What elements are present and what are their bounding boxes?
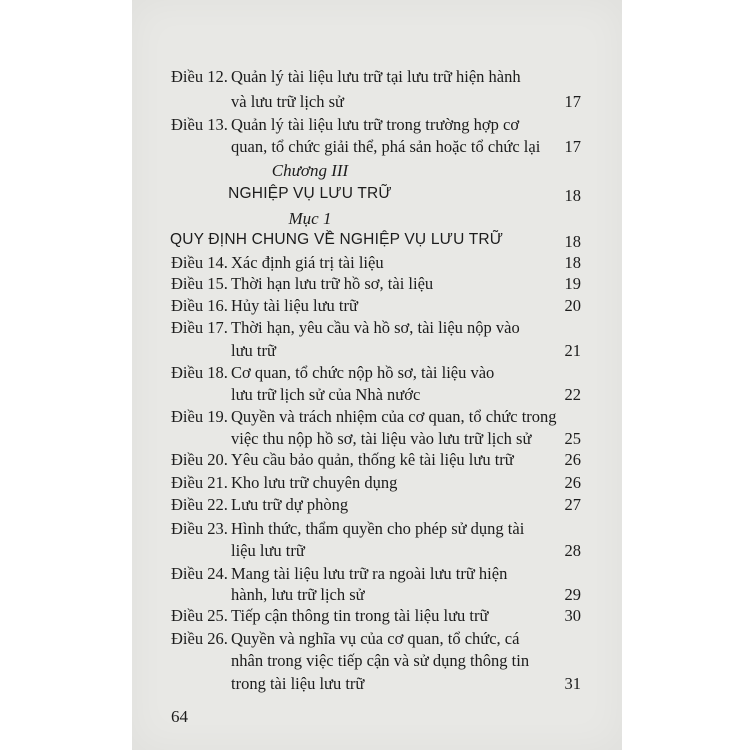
left-margin	[0, 0, 132, 750]
entry-title-continued: việc thu nộp hồ sơ, tài liệu vào lưu trữ lịch sử	[231, 429, 532, 448]
entry-label: Điều 18.	[171, 363, 228, 382]
toc-entry-dieu-26-cont2	[171, 673, 581, 695]
entry-title: Quyền và nghĩa vụ của cơ quan, tổ chức, cá	[231, 629, 520, 648]
toc-entry-dieu-18	[171, 362, 581, 384]
entry-title: Quản lý tài liệu lưu trữ trong trường hợp cơ	[231, 115, 520, 134]
entry-label: Điều 14.	[171, 253, 228, 272]
entry-title-continued: quan, tổ chức giải thể, phá sản hoặc tổ chức lại	[231, 137, 541, 156]
entry-title-continued: và lưu trữ lịch sử	[231, 92, 344, 111]
entry-label: Điều 15.	[171, 274, 228, 293]
entry-title: Xác định giá trị tài liệu	[231, 253, 384, 272]
entry-page: 31	[564, 674, 581, 693]
entry-page: 17	[564, 92, 581, 111]
entry-title: Thời hạn lưu trữ hồ sơ, tài liệu	[231, 274, 434, 293]
toc-entry-dieu-15	[171, 273, 581, 295]
toc-entry-dieu-17-cont	[171, 340, 581, 362]
entry-page: 19	[564, 274, 581, 293]
entry-title-continued: nhân trong việc tiếp cận và sử dụng thông tin	[231, 651, 530, 670]
entry-page: 26	[564, 450, 581, 469]
entry-title: Quyền và trách nhiệm của cơ quan, tổ chức trong	[231, 407, 557, 426]
page-number: 64	[171, 707, 188, 726]
toc-entry-dieu-22	[171, 494, 581, 516]
entry-label: Điều 19.	[171, 407, 228, 426]
entry-page: 26	[564, 473, 581, 492]
entry-page: 29	[564, 585, 581, 604]
section-page: 18	[564, 232, 581, 251]
entry-page: 17	[564, 137, 581, 156]
entry-page: 30	[564, 606, 581, 625]
entry-title: Yêu cầu bảo quản, thống kê tài liệu lưu trữ	[231, 450, 514, 469]
entry-label: Điều 21.	[171, 473, 228, 492]
entry-label: Điều 25.	[171, 606, 228, 625]
entry-page: 21	[564, 341, 581, 360]
toc-entry-dieu-19	[171, 406, 581, 428]
entry-title: Hủy tài liệu lưu trữ	[231, 296, 358, 315]
toc-entry-dieu-17	[171, 317, 581, 339]
toc-entry-dieu-19-cont	[171, 428, 581, 450]
toc-entry-dieu-25	[171, 605, 581, 627]
toc-entry-dieu-24	[171, 563, 581, 585]
section-heading: QUY ĐỊNH CHUNG VỀ NGHIỆP VỤ LƯU TRỮ	[170, 231, 504, 248]
toc-entry-dieu-26-cont	[171, 650, 581, 672]
entry-title-continued: hành, lưu trữ lịch sử	[231, 585, 365, 604]
toc-entry-dieu-23	[171, 518, 581, 540]
entry-label: Điều 16.	[171, 296, 228, 315]
chapter-heading: NGHIỆP VỤ LƯU TRỮ	[228, 185, 392, 202]
entry-title: Quản lý tài liệu lưu trữ tại lưu trữ hiện hành	[231, 67, 521, 86]
entry-title: Tiếp cận thông tin trong tài liệu lưu trữ	[231, 606, 489, 625]
toc-entry-dieu-20	[171, 449, 581, 471]
entry-label: Điều 13.	[171, 115, 228, 134]
entry-title-continued: lưu trữ lịch sử của Nhà nước	[231, 385, 421, 404]
toc-entry-dieu-26	[171, 628, 581, 650]
entry-title-continued: lưu trữ	[231, 341, 276, 360]
toc-entry-dieu-23-cont	[171, 540, 581, 562]
entry-label: Điều 12.	[171, 67, 228, 86]
chapter-title: Chương III	[271, 161, 349, 180]
entry-page: 27	[564, 495, 581, 514]
entry-title-continued: liệu lưu trữ	[231, 541, 305, 560]
toc-entry-dieu-12-cont	[171, 91, 581, 113]
toc-entry-dieu-16	[171, 295, 581, 317]
entry-label: Điều 22.	[171, 495, 228, 514]
entry-title: Cơ quan, tổ chức nộp hồ sơ, tài liệu vào	[231, 363, 495, 382]
entry-label: Điều 24.	[171, 564, 228, 583]
entry-title-continued: trong tài liệu lưu trữ	[231, 674, 365, 693]
toc-entry-dieu-18-cont	[171, 384, 581, 406]
entry-label: Điều 17.	[171, 318, 228, 337]
entry-page: 20	[564, 296, 581, 315]
entry-page: 25	[564, 429, 581, 448]
toc-entry-dieu-13-cont	[171, 136, 581, 158]
entry-page: 18	[564, 253, 581, 272]
entry-label: Điều 26.	[171, 629, 228, 648]
toc-entry-dieu-13	[171, 114, 581, 136]
entry-title: Hình thức, thẩm quyền cho phép sử dụng tài	[231, 519, 525, 538]
toc-entry-dieu-24-cont	[171, 584, 581, 606]
entry-title: Thời hạn, yêu cầu và hồ sơ, tài liệu nộp vào	[231, 318, 520, 337]
chapter-page: 18	[564, 186, 581, 205]
entry-label: Điều 23.	[171, 519, 228, 538]
section-title: Mục 1	[288, 209, 332, 228]
entry-title: Kho lưu trữ chuyên dụng	[231, 473, 398, 492]
toc-entry-dieu-12	[171, 66, 581, 88]
toc-entry-dieu-21	[171, 472, 581, 494]
entry-title: Mang tài liệu lưu trữ ra ngoài lưu trữ hiện	[231, 564, 508, 583]
entry-title: Lưu trữ dự phòng	[231, 495, 349, 514]
toc-entry-dieu-14	[171, 252, 581, 274]
entry-page: 22	[564, 385, 581, 404]
entry-page: 28	[564, 541, 581, 560]
entry-label: Điều 20.	[171, 450, 228, 469]
